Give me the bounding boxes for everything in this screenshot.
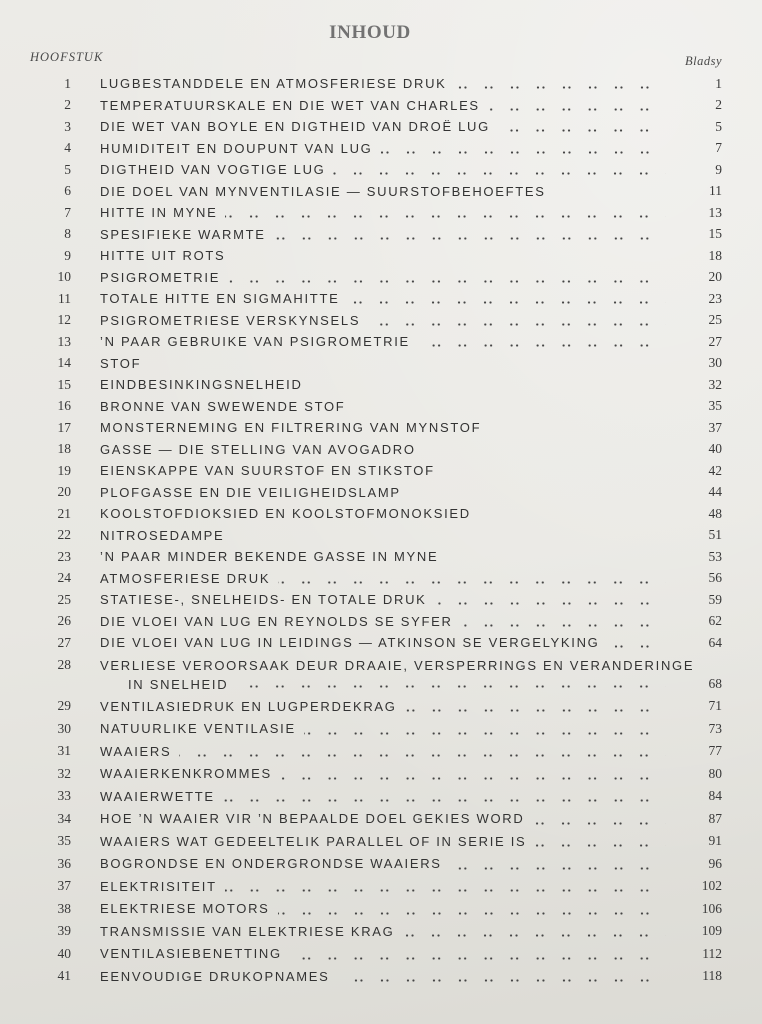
chapter-number: 17 bbox=[57, 419, 71, 435]
chapter-number: 27 bbox=[57, 634, 71, 650]
dot-leader bbox=[149, 353, 666, 375]
toc-entry bbox=[0, 439, 722, 461]
toc-entry bbox=[0, 374, 722, 396]
dot-leader bbox=[479, 503, 666, 525]
page-number: 73 bbox=[708, 720, 722, 736]
chapter-number: 7 bbox=[64, 204, 71, 220]
page-number: 11 bbox=[709, 183, 722, 199]
toc-entry bbox=[0, 695, 722, 718]
page-number: 27 bbox=[708, 333, 722, 349]
chapter-title: HOE ’N WAAIER VIR ’N BEPAALDE DOEL GEKIES WORD bbox=[100, 811, 525, 827]
page-number: 30 bbox=[708, 355, 722, 371]
chapter-number: 25 bbox=[57, 591, 71, 607]
page-number: 9 bbox=[715, 161, 722, 177]
chapter-title: TEMPERATUURSKALE EN DIE WET VAN CHARLES bbox=[100, 97, 480, 113]
chapter-number: 19 bbox=[57, 462, 71, 478]
chapter-title: SPESIFIEKE WARMTE bbox=[100, 226, 266, 242]
page-number: 1 bbox=[715, 75, 722, 91]
dot-leader bbox=[534, 830, 666, 853]
chapter-number: 12 bbox=[57, 312, 71, 328]
chapter-title: VENTILASIEDRUK EN LUGPERDEKRAG bbox=[100, 698, 397, 714]
chapter-title: TRANSMISSIE VAN ELEKTRIESE KRAG bbox=[100, 923, 395, 939]
toc-entry bbox=[0, 503, 722, 525]
page-number: 62 bbox=[708, 613, 722, 629]
toc-entry bbox=[0, 943, 722, 966]
chapter-title: HITTE IN MYNE bbox=[100, 205, 218, 221]
chapter-number: 37 bbox=[57, 878, 71, 894]
toc-entry bbox=[0, 654, 722, 696]
chapter-number: 29 bbox=[57, 698, 71, 714]
toc-entry bbox=[0, 396, 722, 418]
page-column-heading: Bladsy bbox=[684, 54, 722, 68]
page-number: 2 bbox=[715, 97, 722, 113]
chapter-number: 33 bbox=[57, 788, 71, 804]
page-number: 59 bbox=[708, 591, 722, 607]
toc-entry bbox=[0, 460, 722, 482]
page-number: 20 bbox=[708, 269, 722, 285]
chapter-title: TOTALE HITTE EN SIGMAHITTE bbox=[100, 291, 340, 307]
toc-entry bbox=[0, 808, 722, 831]
page-number: 102 bbox=[701, 878, 722, 894]
dot-leader bbox=[418, 331, 666, 353]
toc-entry-line bbox=[0, 656, 722, 675]
page-number: 42 bbox=[708, 462, 722, 478]
dot-leader bbox=[274, 224, 666, 246]
page-number: 96 bbox=[708, 855, 722, 871]
page-number: 77 bbox=[708, 743, 722, 759]
page-number: 56 bbox=[708, 570, 722, 586]
chapter-title: STOF bbox=[100, 355, 142, 371]
chapter-title: ATMOSFERIESE DRUK bbox=[100, 570, 271, 586]
chapter-title: VENTILASIEBENETTING bbox=[100, 946, 282, 962]
dot-leader bbox=[409, 482, 666, 504]
page-number: 112 bbox=[702, 945, 722, 961]
chapter-title: ELEKTRIESE MOTORS bbox=[100, 901, 270, 917]
chapter-number: 9 bbox=[64, 247, 71, 263]
toc-entry bbox=[0, 763, 722, 786]
toc-entry bbox=[0, 224, 722, 246]
chapter-title: WAAIERWETTE bbox=[100, 788, 215, 804]
page-number: 48 bbox=[708, 505, 722, 521]
page-number: 44 bbox=[708, 484, 722, 500]
chapter-number: 20 bbox=[57, 484, 71, 500]
page-number: 23 bbox=[708, 290, 722, 306]
page-number: 5 bbox=[715, 118, 722, 134]
page-number: 18 bbox=[708, 247, 722, 263]
chapter-title: EINDBESINKINGSNELHEID bbox=[100, 377, 303, 393]
chapter-title: MONSTERNEMING EN FILTRERING VAN MYNSTOF bbox=[100, 420, 482, 436]
toc-entry bbox=[0, 632, 722, 654]
dot-leader bbox=[179, 740, 666, 763]
toc-entry bbox=[0, 965, 722, 988]
dot-leader bbox=[402, 920, 666, 943]
page-title: INHOUD bbox=[329, 22, 411, 43]
chapter-column-heading: HOOFSTUK bbox=[30, 50, 104, 64]
chapter-number: 38 bbox=[57, 900, 71, 916]
toc-entry bbox=[0, 920, 722, 943]
dot-leader bbox=[608, 632, 667, 654]
chapter-title: GASSE — DIE STELLING VAN AVOGADRO bbox=[100, 441, 416, 457]
page-number: 91 bbox=[708, 833, 722, 849]
toc-entry bbox=[0, 417, 722, 439]
dot-leader bbox=[488, 95, 666, 117]
toc-entry bbox=[0, 267, 722, 289]
toc-entry bbox=[0, 482, 722, 504]
dot-leader bbox=[333, 159, 666, 181]
page-number: 35 bbox=[708, 398, 722, 414]
page-number: 25 bbox=[708, 312, 722, 328]
dot-leader bbox=[304, 718, 666, 741]
toc-entry bbox=[0, 116, 722, 138]
page-number: 40 bbox=[708, 441, 722, 457]
toc-entry-line bbox=[0, 675, 722, 694]
dot-leader bbox=[450, 853, 666, 876]
page-number: 68 bbox=[708, 676, 722, 691]
chapter-title: NITROSEDAMPE bbox=[100, 527, 225, 543]
chapter-number: 41 bbox=[57, 968, 71, 984]
dot-leader bbox=[443, 460, 666, 482]
toc-entry bbox=[0, 853, 722, 876]
chapter-title: HITTE UIT ROTS bbox=[100, 248, 226, 264]
chapter-number: 39 bbox=[57, 923, 71, 939]
page-number: 37 bbox=[708, 419, 722, 435]
dot-leader bbox=[489, 417, 666, 439]
dot-leader bbox=[232, 525, 666, 547]
dot-leader bbox=[311, 374, 666, 396]
chapter-title: VERLIESE VEROORSAAK DEUR DRAAIE, VERSPERRINGS EN VERANDERINGE bbox=[100, 657, 695, 673]
dot-leader bbox=[353, 396, 666, 418]
page-number: 53 bbox=[708, 548, 722, 564]
page-number: 109 bbox=[701, 923, 722, 939]
chapter-title: DIE VLOEI VAN LUG IN LEIDINGS — ATKINSON SE VERGELYKING bbox=[100, 635, 600, 651]
toc-entry bbox=[0, 740, 722, 763]
chapter-title: PSIGROMETRIESE VERSKYNSELS bbox=[100, 312, 361, 328]
dot-leader bbox=[338, 965, 666, 988]
toc-entry bbox=[0, 159, 722, 181]
toc-entry bbox=[0, 353, 722, 375]
chapter-title: DIE VLOEI VAN LUG EN REYNOLDS SE SYFER bbox=[100, 613, 453, 629]
chapter-title: PSIGROMETRIE bbox=[100, 269, 221, 285]
page-number: 106 bbox=[701, 900, 722, 916]
toc-entry bbox=[0, 568, 722, 590]
chapter-title: NATUURLIKE VENTILASIE bbox=[100, 721, 296, 737]
toc-entry bbox=[0, 181, 722, 203]
chapter-title: WAAIERS WAT GEDEELTELIK PARALLEL OF IN SERIE IS bbox=[100, 833, 527, 849]
page-number: 32 bbox=[708, 376, 722, 392]
chapter-number: 6 bbox=[64, 183, 71, 199]
dot-leader bbox=[228, 267, 666, 289]
dot-leader bbox=[424, 439, 666, 461]
toc-entry bbox=[0, 785, 722, 808]
chapter-title: ’N PAAR MINDER BEKENDE GASSE IN MYNE bbox=[100, 549, 439, 565]
dot-leader bbox=[280, 763, 666, 786]
dot-leader bbox=[435, 589, 666, 611]
page-number: 84 bbox=[708, 788, 722, 804]
toc-entry bbox=[0, 288, 722, 310]
dot-leader bbox=[223, 785, 666, 808]
table-of-contents bbox=[0, 73, 722, 988]
dot-leader bbox=[461, 611, 666, 633]
chapter-number: 34 bbox=[57, 810, 71, 826]
chapter-number: 2 bbox=[64, 97, 71, 113]
toc-entry bbox=[0, 830, 722, 853]
dot-leader bbox=[498, 116, 666, 138]
chapter-number: 13 bbox=[57, 333, 71, 349]
chapter-number: 40 bbox=[57, 945, 71, 961]
chapter-title: DIE WET VAN BOYLE EN DIGTHEID VAN DROË LUG bbox=[100, 119, 490, 135]
chapter-number: 31 bbox=[57, 743, 71, 759]
dot-leader bbox=[236, 675, 666, 694]
dot-leader bbox=[554, 181, 666, 203]
page-number: 64 bbox=[708, 634, 722, 650]
chapter-number: 28 bbox=[57, 657, 71, 672]
dot-leader bbox=[290, 943, 666, 966]
toc-entry bbox=[0, 898, 722, 921]
chapter-title: EIENSKAPPE VAN SUURSTOF EN STIKSTOF bbox=[100, 463, 435, 479]
chapter-number: 21 bbox=[57, 505, 71, 521]
toc-entry bbox=[0, 546, 722, 568]
toc-entry bbox=[0, 589, 722, 611]
dot-leader bbox=[278, 898, 666, 921]
chapter-number: 11 bbox=[58, 290, 71, 306]
dot-leader bbox=[347, 288, 666, 310]
dot-leader bbox=[225, 875, 666, 898]
chapter-title: DIE DOEL VAN MYNVENTILASIE — SUURSTOFBEHOEFTES bbox=[100, 183, 546, 199]
chapter-number: 15 bbox=[57, 376, 71, 392]
toc-entry bbox=[0, 525, 722, 547]
toc-entry bbox=[0, 202, 722, 224]
toc-entry bbox=[0, 73, 722, 95]
page-number: 15 bbox=[708, 226, 722, 242]
toc-entry bbox=[0, 611, 722, 633]
dot-leader bbox=[455, 73, 666, 95]
chapter-title: WAAIERS bbox=[100, 743, 172, 759]
chapter-number: 4 bbox=[64, 140, 71, 156]
chapter-title: PLOFGASSE EN DIE VEILIGHEIDSLAMP bbox=[100, 484, 401, 500]
toc-entry bbox=[0, 95, 722, 117]
chapter-number: 1 bbox=[64, 75, 71, 91]
chapter-number: 10 bbox=[57, 269, 71, 285]
chapter-number: 30 bbox=[57, 720, 71, 736]
dot-leader bbox=[368, 310, 666, 332]
chapter-title: LUGBESTANDDELE EN ATMOSFERIESE DRUK bbox=[100, 76, 447, 92]
chapter-number: 8 bbox=[64, 226, 71, 242]
chapter-title: DIGTHEID VAN VOGTIGE LUG bbox=[100, 162, 326, 178]
chapter-title: BOGRONDSE EN ONDERGRONDSE WAAIERS bbox=[100, 856, 442, 872]
toc-entry bbox=[0, 718, 722, 741]
page-number: 7 bbox=[715, 140, 722, 156]
dot-leader bbox=[405, 695, 666, 718]
dot-leader bbox=[233, 245, 666, 267]
page-number: 51 bbox=[708, 527, 722, 543]
chapter-number: 36 bbox=[57, 855, 71, 871]
toc-entry bbox=[0, 875, 722, 898]
chapter-number: 32 bbox=[57, 765, 71, 781]
dot-leader bbox=[532, 808, 666, 831]
chapter-title: EENVOUDIGE DRUKOPNAMES bbox=[100, 968, 330, 984]
dot-leader bbox=[381, 138, 667, 160]
chapter-title: STATIESE-, SNELHEIDS- EN TOTALE DRUK bbox=[100, 592, 427, 608]
page-number: 87 bbox=[708, 810, 722, 826]
chapter-title: ’N PAAR GEBRUIKE VAN PSIGROMETRIE bbox=[100, 334, 410, 350]
page-number: 71 bbox=[708, 698, 722, 714]
chapter-title-continued: IN SNELHEID bbox=[128, 676, 229, 692]
chapter-number: 3 bbox=[64, 118, 71, 134]
page-number: 118 bbox=[702, 968, 722, 984]
chapter-number: 16 bbox=[57, 398, 71, 414]
chapter-number: 18 bbox=[57, 441, 71, 457]
chapter-number: 5 bbox=[64, 161, 71, 177]
chapter-title: KOOLSTOFDIOKSIED EN KOOLSTOFMONOKSIED bbox=[100, 506, 471, 522]
page-number: 13 bbox=[708, 204, 722, 220]
chapter-number: 23 bbox=[57, 548, 71, 564]
toc-entry bbox=[0, 245, 722, 267]
chapter-number: 35 bbox=[57, 833, 71, 849]
chapter-title: ELEKTRISITEIT bbox=[100, 878, 217, 894]
chapter-title: BRONNE VAN SWEWENDE STOF bbox=[100, 398, 346, 414]
chapter-title: WAAIERKENKROMMES bbox=[100, 766, 272, 782]
toc-entry bbox=[0, 310, 722, 332]
page-number: 80 bbox=[708, 765, 722, 781]
chapter-number: 14 bbox=[57, 355, 71, 371]
chapter-number: 26 bbox=[57, 613, 71, 629]
toc-entry bbox=[0, 138, 722, 160]
chapter-number: 24 bbox=[57, 570, 71, 586]
dot-leader bbox=[446, 546, 666, 568]
dot-leader bbox=[225, 202, 666, 224]
toc-entry bbox=[0, 331, 722, 353]
dot-leader bbox=[278, 568, 666, 590]
chapter-number: 22 bbox=[57, 527, 71, 543]
chapter-title: HUMIDITEIT EN DOUPUNT VAN LUG bbox=[100, 140, 373, 156]
